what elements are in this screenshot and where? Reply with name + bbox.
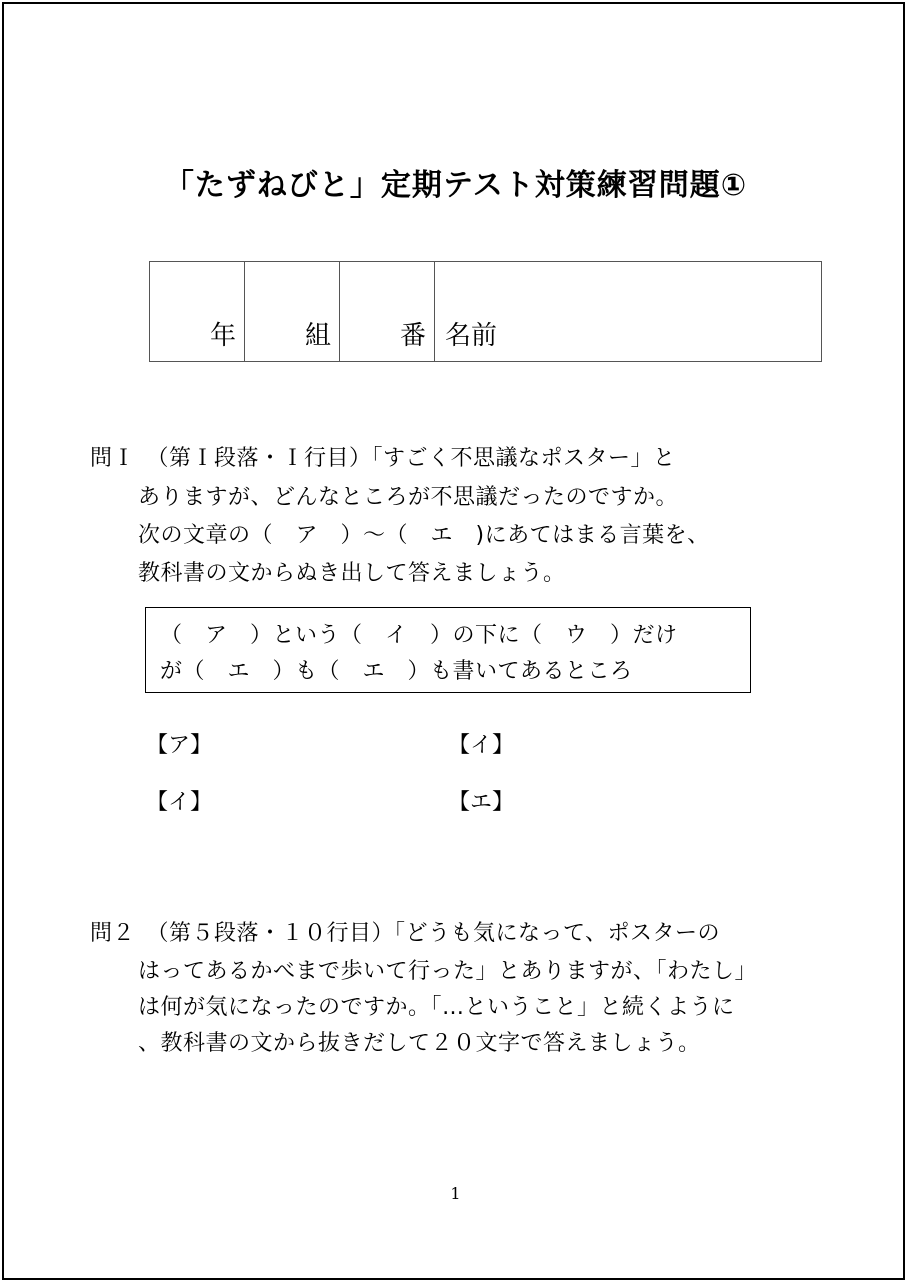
question1-line-3: 次の文章の（ ア ）～（ エ )にあてはまる言葉を、 (138, 523, 710, 548)
name-entry-table (149, 261, 822, 362)
question1-line-1: 問Ｉ （第Ｉ段落・Ｉ行目）「すごく不思議なポスター」と (90, 446, 676, 471)
worksheet-title: 「たずねびと」定期テスト対策練習問題① (163, 168, 748, 203)
class-field[interactable] (245, 262, 340, 361)
name-field[interactable] (435, 262, 821, 361)
class-label: 組 (304, 321, 331, 351)
answer-label-b: 【イ】 (448, 733, 515, 758)
question2-line-1: 問２ （第５段落・１０行目）「どうも気になって、ポスターの (90, 921, 721, 946)
question2-line-4: 、教科書の文から抜きだして２０文字で答えましょう。 (138, 1031, 701, 1056)
answer-label-c: 【イ】 (146, 790, 213, 815)
box-line-2: が（ エ ）も（ エ ）も書いてあるところ (160, 659, 633, 684)
name-label: 名前 (445, 321, 498, 351)
year-field[interactable] (150, 262, 245, 361)
question1-line-4: 教科書の文からぬき出して答えましょう。 (138, 561, 566, 586)
question2-line-2: はってあるかべまで歩いて行った」とありますが、「わたし」 (138, 959, 758, 984)
answer-label-a: 【ア】 (146, 733, 213, 758)
answer-label-d: 【エ】 (448, 790, 515, 815)
question1-text-box (145, 607, 751, 693)
number-label: 番 (399, 321, 426, 351)
question2-line-3: は何が気になったのですか。「…ということ」と続くように (138, 995, 735, 1020)
number-field[interactable] (340, 262, 435, 361)
page-number: 1 (450, 1184, 461, 1203)
year-label: 年 (209, 321, 236, 351)
question1-line-2: ありますが、どんなところが不思議だったのですか。 (138, 485, 679, 510)
box-line-1: （ ア ）という（ イ ）の下に（ ウ ）だけ (160, 623, 678, 648)
